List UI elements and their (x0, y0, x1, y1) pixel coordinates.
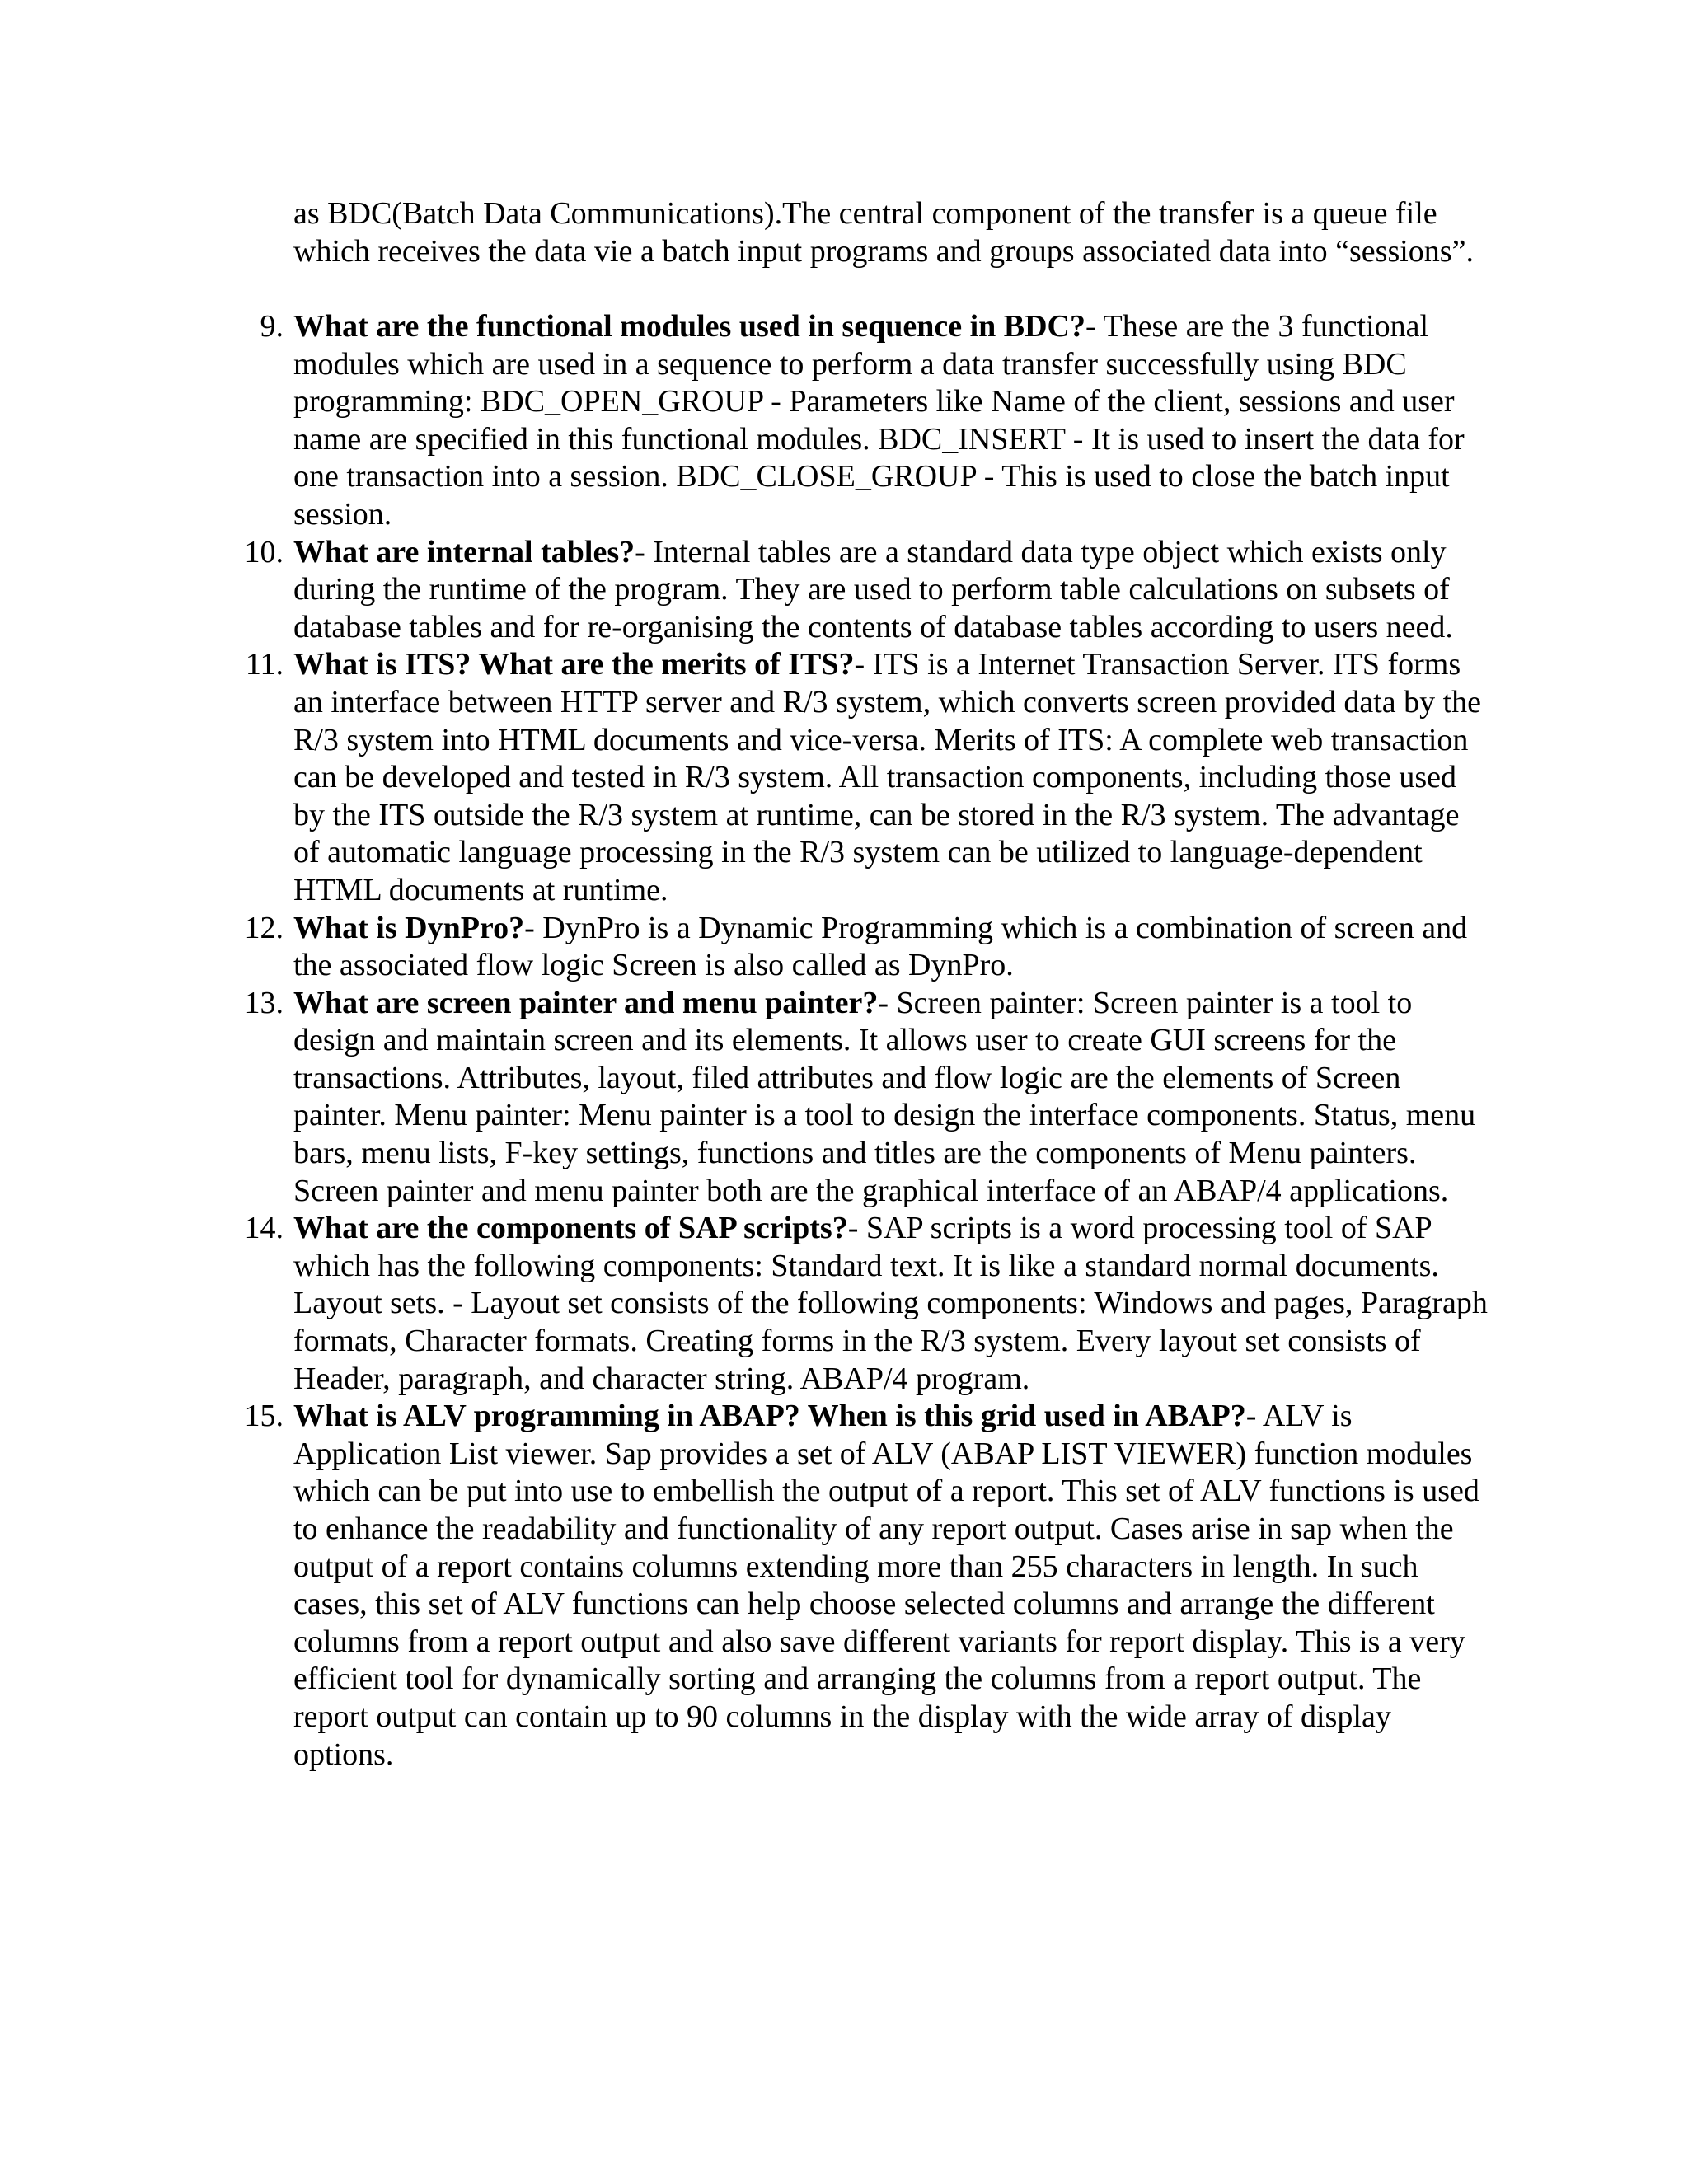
item-number: 15. (244, 1399, 284, 1434)
item-number: 14. (244, 1211, 284, 1246)
qa-list (244, 308, 1489, 1774)
item-answer: - DynPro is a Dynamic Programming which is a combination of screen and the associated flow logic Screen is also called as DynPro. (293, 910, 1468, 983)
list-item (244, 1210, 1489, 1398)
item-number: 10. (244, 534, 284, 569)
item-number: 12. (244, 910, 284, 945)
item-question: What is DynPro? (293, 910, 525, 945)
list-item (260, 308, 1489, 534)
item-question: What are the components of SAP scripts? (293, 1211, 848, 1246)
item-answer: - Screen painter: Screen painter is a tool to design and maintain screen and its elements. It allows user to create GUI screens for the transactions. Attributes, layout, filed attributes and flow logic are the elements of Screen painter. Menu painter: Menu painter is a tool to design the interface components. Status, menu bars, menu lists, F-key settings, functions and titles are the components of Menu painters. Screen painter and menu painter both are the graphical interface of an ABAP/4 applications. (293, 985, 1476, 1208)
list-item (244, 910, 1489, 985)
item-answer: - SAP scripts is a word processing tool of SAP which has the following components: Standard text. It is like a standard normal documents. Layout sets. - Layout set consists of the following components: Windows and pages, Paragraph formats, Character formats. Creating forms in the R/3 system. Every layout set consists of Header, paragraph, and character string. ABAP/4 program. (293, 1211, 1488, 1396)
item-question: What are the functional modules used in sequence in BDC? (293, 309, 1086, 344)
item-number: 9. (260, 309, 284, 344)
item-answer: - ITS is a Internet Transaction Server. ITS forms an interface between HTTP server and R/3 system, which converts screen provided data by the R/3 system into HTML documents and vice-versa. Merits of ITS: A complete web transaction can be developed and tested in R/3 system. All transaction components, including those used by the ITS outside the R/3 system at runtime, can be stored in the R/3 system. The advantage of automatic language processing in the R/3 system can be utilized to language-dependent HTML documents at runtime. (293, 647, 1482, 907)
list-item (244, 985, 1489, 1211)
item-answer: - These are the 3 functional modules which are used in a sequence to perform a data transfer successfully using BDC programming: BDC_OPEN_GROUP - Parameters like Name of the client, sessions and user name are specified in this functional modules. BDC_INSERT - It is used to insert the data for one transaction into a session. BDC_CLOSE_GROUP - This is used to close the batch input session. (293, 309, 1465, 532)
item-number: 11. (245, 647, 284, 682)
item-answer: - ALV is Application List viewer. Sap provides a set of ALV (ABAP LIST VIEWER) function modules which can be put into use to embellish the output of a report. This set of ALV functions is used to enhance the readability and functionality of any report output. Cases arise in sap when the output of a report contains columns extending more than 255 characters in length. In such cases, this set of ALV functions can help choose selected columns and arrange the different columns from a report output and also save different variants for report display. This is a very efficient tool for dynamically sorting and arranging the columns from a report output. The report output can contain up to 90 columns in the display with the wide array of display options. (293, 1399, 1479, 1772)
list-item (244, 534, 1489, 647)
item-question: What is ALV programming in ABAP? When is this grid used in ABAP? (293, 1399, 1246, 1434)
item-number: 13. (244, 985, 284, 1020)
list-item (245, 646, 1489, 909)
item-question: What are internal tables? (293, 534, 635, 569)
item-question: What is ITS? What are the merits of ITS? (293, 647, 855, 682)
item-answer: - Internal tables are a standard data type object which exists only during the runtime of the program. They are used to perform table calculations on subsets of database tables and for re-organising the contents of database tables according to users need. (293, 534, 1453, 644)
intro-paragraph: as BDC(Batch Data Communications).The central component of the transfer is a queue file which receives the data vie a batch input programs and groups associated data into “sessions”. (293, 196, 1474, 269)
item-question: What are screen painter and menu painter? (293, 985, 879, 1020)
list-item (244, 1398, 1489, 1774)
